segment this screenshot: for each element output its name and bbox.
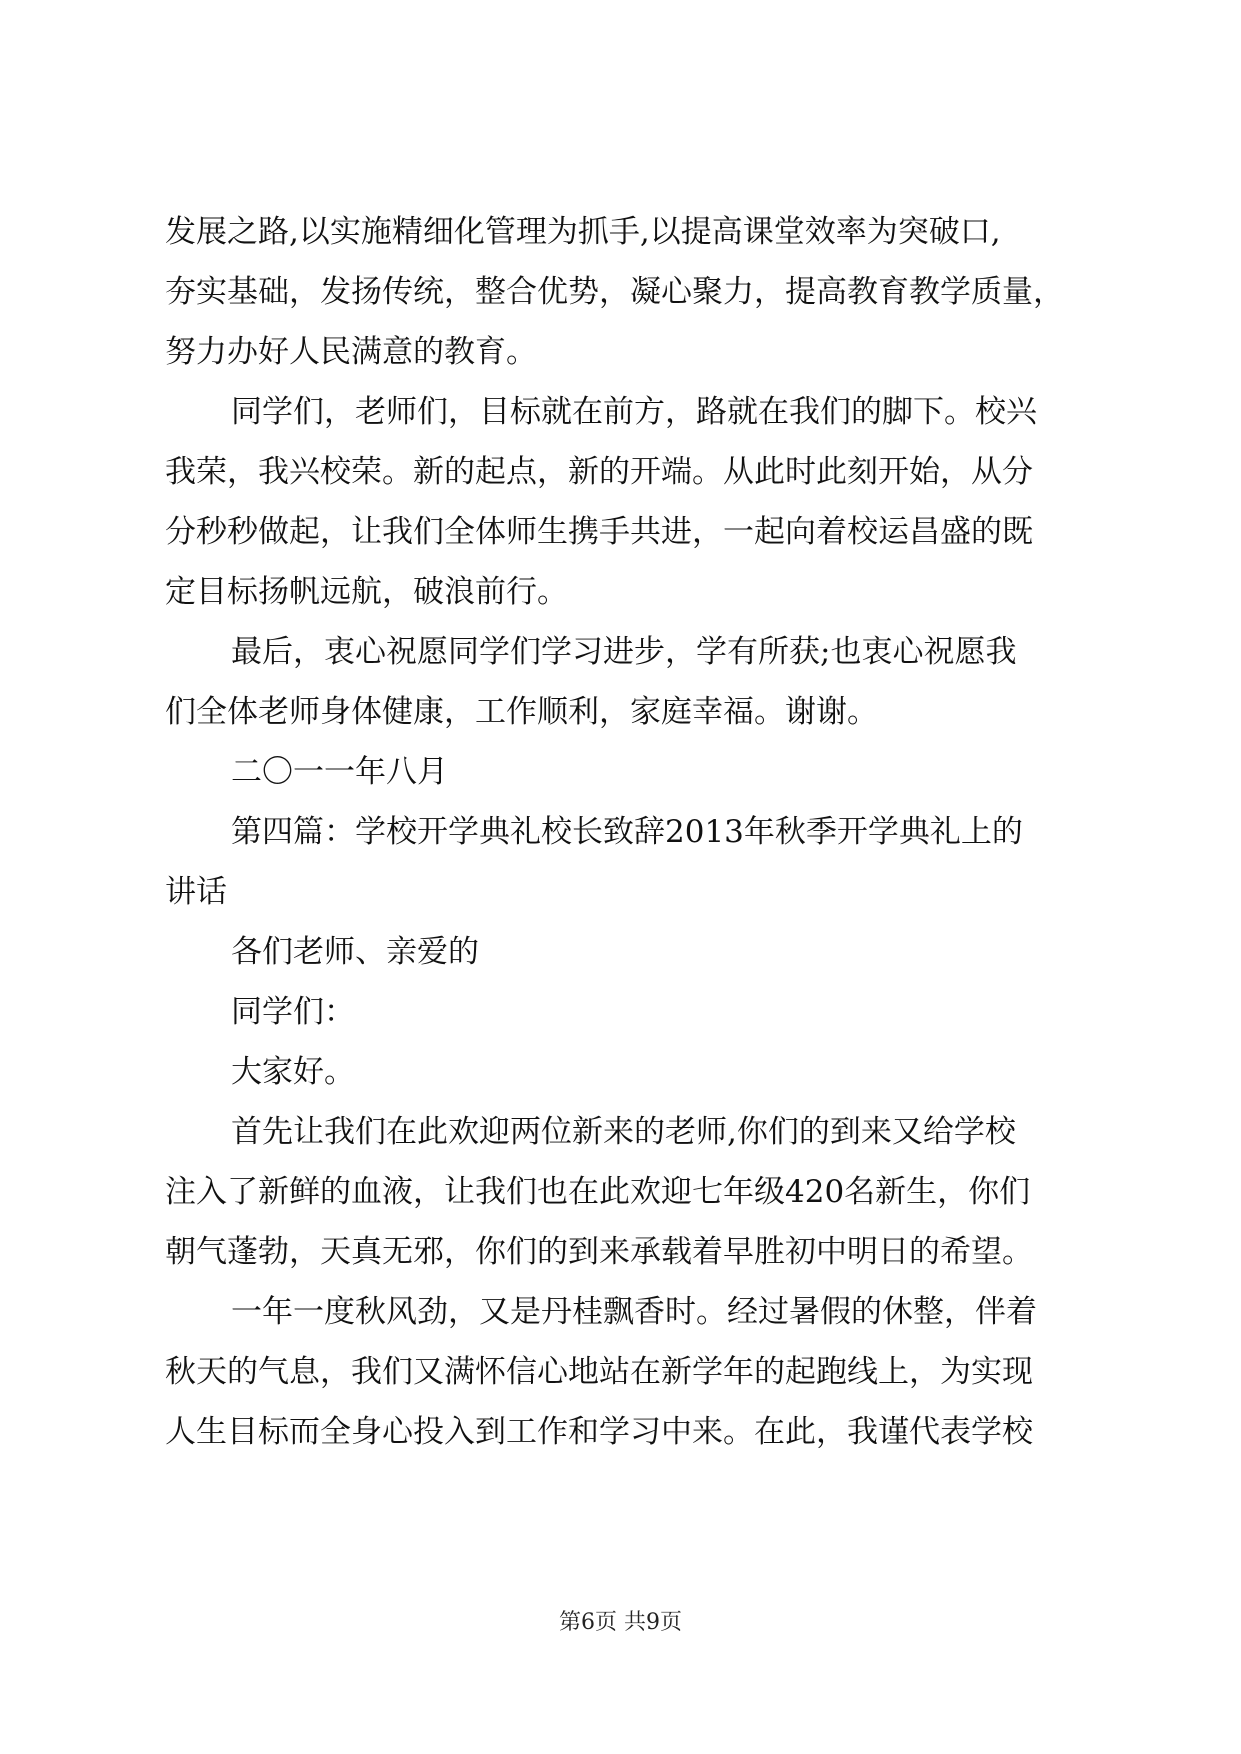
- text-line: 发展之路,以实施精细化管理为抓手,以提高课堂效率为突破口,: [165, 214, 1001, 250]
- salutation: 各们老师、亲爱的: [231, 934, 479, 970]
- text-line: 秋天的气息，我们又满怀信心地站在新学年的起跑线上，为实现: [165, 1354, 1033, 1390]
- text-line: 我荣，我兴校荣。新的起点，新的开端。从此时此刻开始，从分: [165, 454, 1033, 490]
- salutation: 同学们：: [231, 994, 355, 1030]
- date-line: 二〇一一年八月: [231, 754, 448, 790]
- text-line: 定目标扬帆远航，破浪前行。: [165, 574, 568, 610]
- paragraph-start: 同学们，老师们，目标就在前方，路就在我们的脚下。校兴: [231, 394, 1037, 430]
- text-line: 夯实基础，发扬传统，整合优势，凝心聚力，提高教育教学质量，: [165, 274, 1064, 310]
- text-line: 注入了新鲜的血液，让我们也在此欢迎七年级420名新生，你们: [165, 1174, 1031, 1210]
- text-line: 朝气蓬勃，天真无邪，你们的到来承载着早胜初中明日的希望。: [165, 1234, 1033, 1270]
- greeting: 大家好。: [231, 1054, 355, 1090]
- text-line: 分秒秒做起，让我们全体师生携手共进，一起向着校运昌盛的既: [165, 514, 1033, 550]
- paragraph-start: 首先让我们在此欢迎两位新来的老师,你们的到来又给学校: [231, 1114, 1016, 1150]
- page-footer: 第6页 共9页: [559, 1610, 682, 1635]
- section-heading-continued: 讲话: [165, 874, 227, 910]
- text-line: 们全体老师身体健康，工作顺利，家庭幸福。谢谢。: [165, 694, 878, 730]
- text-line: 努力办好人民满意的教育。: [165, 334, 537, 370]
- section-heading: 第四篇：学校开学典礼校长致辞2013年秋季开学典礼上的: [231, 814, 1023, 850]
- text-line: 人生目标而全身心投入到工作和学习中来。在此，我谨代表学校: [165, 1414, 1033, 1450]
- paragraph-start: 最后，衷心祝愿同学们学习进步，学有所获;也衷心祝愿我: [231, 634, 1017, 670]
- paragraph-start: 一年一度秋风劲，又是丹桂飘香时。经过暑假的休整，伴着: [231, 1294, 1037, 1330]
